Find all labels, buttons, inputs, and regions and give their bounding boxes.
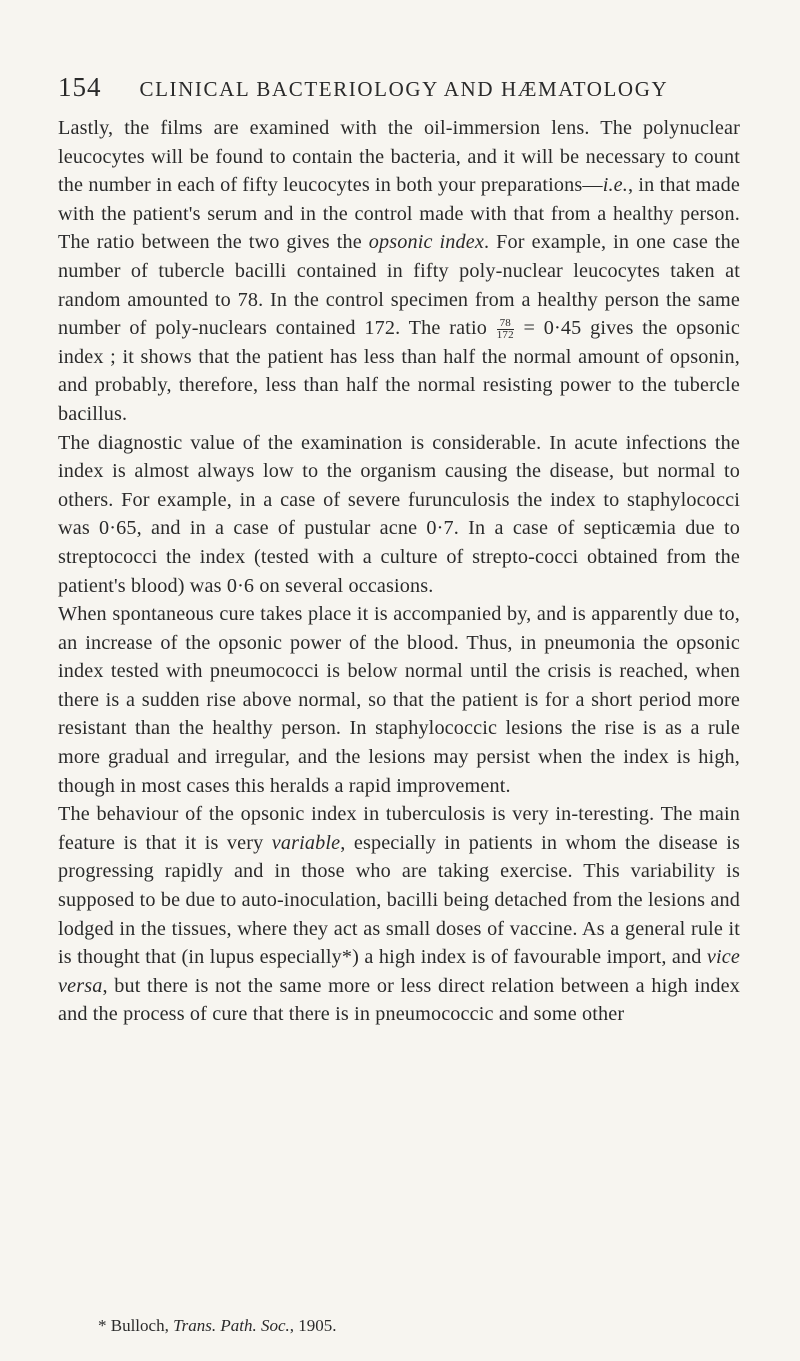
fraction-numerator: 78 [497, 318, 514, 330]
footnote-marker: * [98, 1316, 107, 1335]
term-variable: variable [271, 831, 341, 854]
text-run: , especially in patients in whom the disease is progressing rapidly and in those who are taking exercise. This variability is supposed to be due to auto-inoculation, bacilli being detached from the lesions and lodged in the tissues, where they act as small doses of vaccine. As a general rule it is thought that (in lupus especially*) a high index is of favourable import, and [58, 831, 740, 969]
footnote-journal: Trans. Path. Soc. [173, 1316, 290, 1335]
ratio-fraction [497, 318, 514, 341]
page-number: 154 [58, 72, 102, 102]
body-text [58, 114, 740, 1029]
fraction-denominator: 172 [496, 329, 514, 342]
text-run: Lastly, the films are examined with the oil-immersion lens. The polynuclear leucocytes will be found to contain the bacteria, and it will be necessary to count the number in each of fifty leucocytes in both your preparations— [58, 117, 740, 197]
text-run: = 0·45 gives the opsonic index ; it shows that the patient has less than half the normal amount of opsonin, and probably, therefore, less than half the normal resisting power to the tubercle bacillus. [58, 317, 740, 425]
paragraph-1 [58, 114, 740, 429]
page-header [58, 72, 698, 108]
paragraph-2: The diagnostic value of the examination is considerable. In acute infections the index is almost always low to the organism causing the disease, but normal to others. For example, in a case of severe furunculosis the index to staphylococci was 0·65, and in a case of pustular acne 0·7. In a case of septicæmia due to streptococci the index (tested with a culture of strepto-cocci obtained from the patient's blood) was 0·6 on several occasions. [58, 431, 740, 597]
text-run: . For example, in one case the number of tubercle bacilli contained in fifty poly-nuclear leucocytes taken at random amounted to 78. In the control specimen from a healthy person the same number of poly-nuclears contained 172. The ratio [58, 231, 740, 340]
footnote-author: Bulloch, [110, 1316, 169, 1335]
text-run: , but there is not the same more or less direct relation between a high index and the process of cure that there is in pneumococcic and some other [58, 974, 740, 1026]
italic-run: i.e. [602, 174, 628, 197]
footnote [98, 1315, 738, 1337]
italic-run: vice versa [58, 946, 740, 997]
footnote-year: , 1905. [289, 1316, 337, 1335]
paragraph-4 [58, 800, 740, 1029]
running-head: CLINICAL BACTERIOLOGY AND HÆMATOLOGY [139, 77, 669, 101]
term-opsonic-index: opsonic index [368, 231, 485, 254]
text-run: , in that made with the patient's serum and in the control made with that from a healthy person. The ratio between the two gives the [58, 174, 740, 254]
paragraph-3: When spontaneous cure takes place it is accompanied by, and is apparently due to, an increase of the opsonic power of the blood. Thus, in pneumonia the opsonic index tested with pneumococci is below normal until the crisis is reached, when there is a sudden rise above normal, so that the patient is for a short period more resistant than the healthy person. In staphylococcic lesions the rise is as a rule more gradual and irregular, and the lesions may persist when the index is high, though in most cases this heralds a rapid improvement. [58, 603, 740, 797]
text-run: The behaviour of the opsonic index in tuberculosis is very in-teresting. The main feature is that it is very [58, 803, 740, 854]
